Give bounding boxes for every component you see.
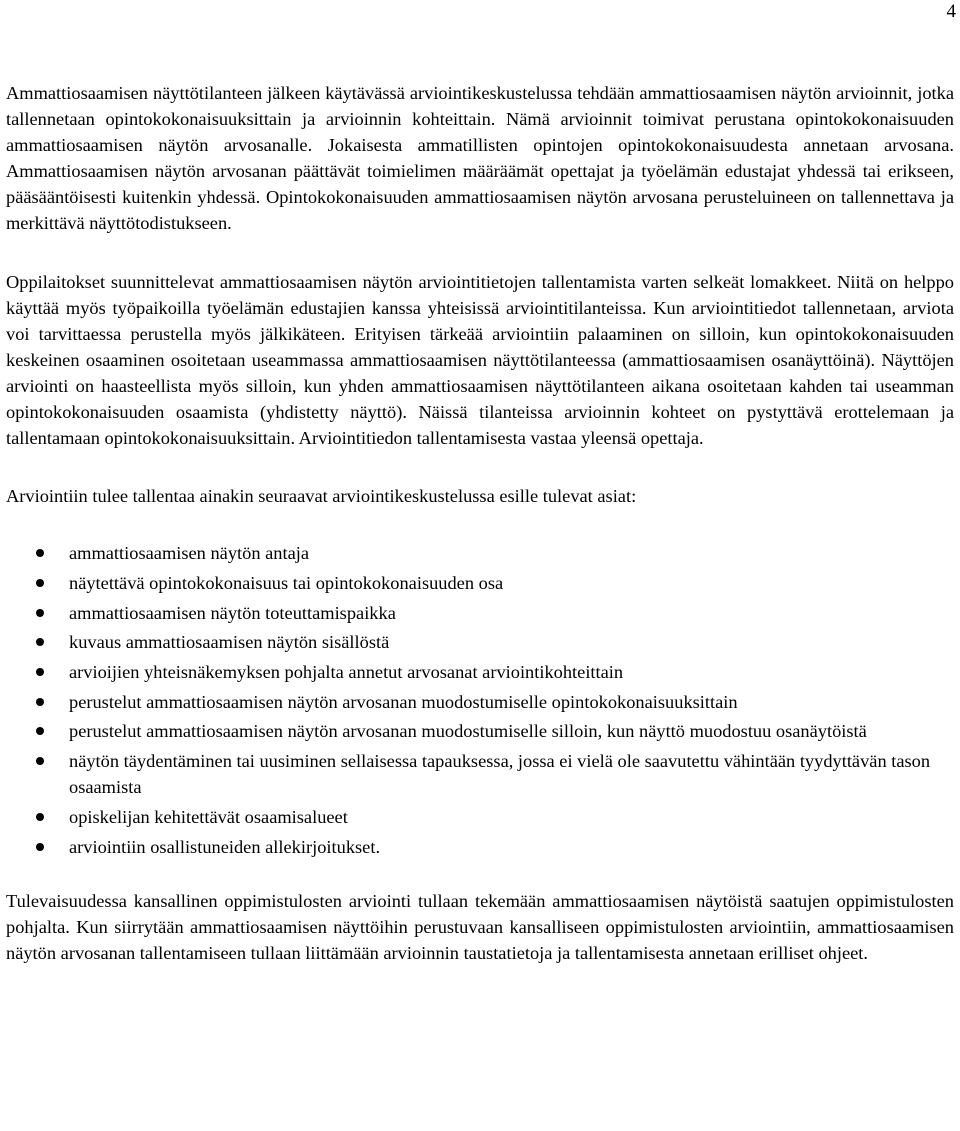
bullet-icon — [36, 668, 44, 676]
document-body — [6, 80, 954, 966]
list-item — [6, 804, 954, 830]
page-number: 4 — [946, 1, 956, 22]
bullet-icon — [36, 843, 44, 851]
list-item-text: ammattiosaamisen näytön antaja — [69, 543, 310, 564]
paragraph-assessment-forms: Oppilaitokset suunnittelevat ammattiosaamisen näytön arviointitietojen tallentamista varten selkeät lomakkeet. Niitä on helppo käyttää myös työpaikoilla työelämän edustajien kanssa yhteisissä arviointitilanteissa. Kun arviointitiedot tallennetaan, arviota voi tarvittaessa perustella myös jälkikäteen. Erityisen tärkeää arviointiin palaaminen on silloin, kun opintokokonaisuuden keskeinen osaaminen osoitetaan useammassa ammattiosaamisen näyttötilanteessa (ammattiosaamisen osanäyttöinä). Näyttöjen arviointi on haasteellista myös silloin, kun yhden ammattiosaamisen näyttötilanteen aikana osoitetaan kahden tai useamman opintokokonaisuuden osaamista (yhdistetty näyttö). Näissä tilanteissa arvioinnin kohteet on pystyttävä erottelemaan ja tallentamaan opintokokonaisuuksittain. Arviointitiedon tallentamisesta vastaa yleensä opettaja. — [6, 271, 954, 449]
list-item — [6, 600, 954, 626]
bullet-icon — [36, 609, 44, 617]
bullet-icon — [36, 727, 44, 735]
list-item-text: näytettävä opintokokonaisuus tai opintokokonaisuuden osa — [69, 573, 504, 593]
list-item — [6, 748, 954, 800]
list-item — [6, 834, 954, 860]
list-item-text: näytön täydentäminen tai uusiminen sellaisessa tapauksessa, jossa ei vielä ole saavutettu vähintään tyydyttävän tason osaamista — [69, 751, 931, 798]
list-item — [6, 689, 954, 715]
bullet-icon — [36, 698, 44, 706]
paragraph-list-intro: Arviointiin tulee tallentaa ainakin seuraavat arviointikeskustelussa esille tulevat asiat: — [6, 486, 637, 507]
list-item-text: arvioijien yhteisnäkemyksen pohjalta annetut arvosanat arviointikohteittain — [69, 662, 624, 683]
bullet-icon — [36, 813, 44, 821]
list-item — [6, 570, 954, 596]
list-item-text: arviointiin osallistuneiden allekirjoitukset. — [69, 836, 381, 857]
paragraph-future-assessment: Tulevaisuudessa kansallinen oppimistulosten arviointi tullaan tekemään ammattiosaamisen näytöistä saatujen oppimistulosten pohjalta. Kun siirrytään ammattiosaamisen näyttöihin perustuvaan kansalliseen oppimistulosten arviointiin, ammattiosaamisen näytön arvosanan tallentamiseen tullaan liittämään arvioinnin taustatietoja ja tallentamisesta annetaan erilliset ohjeet. — [6, 890, 954, 963]
list-item — [6, 540, 954, 566]
list-item — [6, 659, 954, 685]
list-item — [6, 718, 954, 744]
bullet-icon — [36, 549, 44, 557]
list-item-text: kuvaus ammattiosaamisen näytön sisällöstä — [69, 632, 390, 653]
bullet-icon — [36, 638, 44, 646]
list-item-text: perustelut ammattiosaamisen näytön arvosanan muodostumiselle silloin, kun näyttö muodostuu osanäytöistä — [69, 721, 867, 742]
bullet-list — [6, 540, 954, 859]
bullet-icon — [36, 757, 44, 765]
list-item-text: perustelut ammattiosaamisen näytön arvosanan muodostumiselle opintokokonaisuuksittain — [69, 691, 738, 712]
bullet-icon — [36, 579, 44, 587]
list-item-text: opiskelijan kehitettävät osaamisalueet — [69, 806, 348, 827]
list-item-text: ammattiosaamisen näytön toteuttamispaikka — [69, 602, 396, 623]
list-item — [6, 629, 954, 655]
paragraph-assessment-discussion: Ammattiosaamisen näyttötilanteen jälkeen käytävässä arviointikeskustelussa tehdään ammattiosaamisen näytön arvioinnit, jotka tallennetaan opintokokonaisuuksittain ja arvioinnin kohteittain. Nämä arvioinnit toimivat perustana opintokokonaisuuden ammattiosaamisen näytön arvosanalle. Jokaisesta ammatillisten opintojen opintokokonaisuudesta annetaan arvosana. Ammattiosaamisen näytön arvosanan päättävät toimielimen määräämät opettajat ja työelämän edustajat yhdessä tai erikseen, pääsääntöisesti kuitenkin yhdessä. Opintokokonaisuuden ammattiosaamisen näytön arvosana perusteluineen on tallennettava ja merkittävä näyttötodistukseen. — [6, 83, 954, 234]
